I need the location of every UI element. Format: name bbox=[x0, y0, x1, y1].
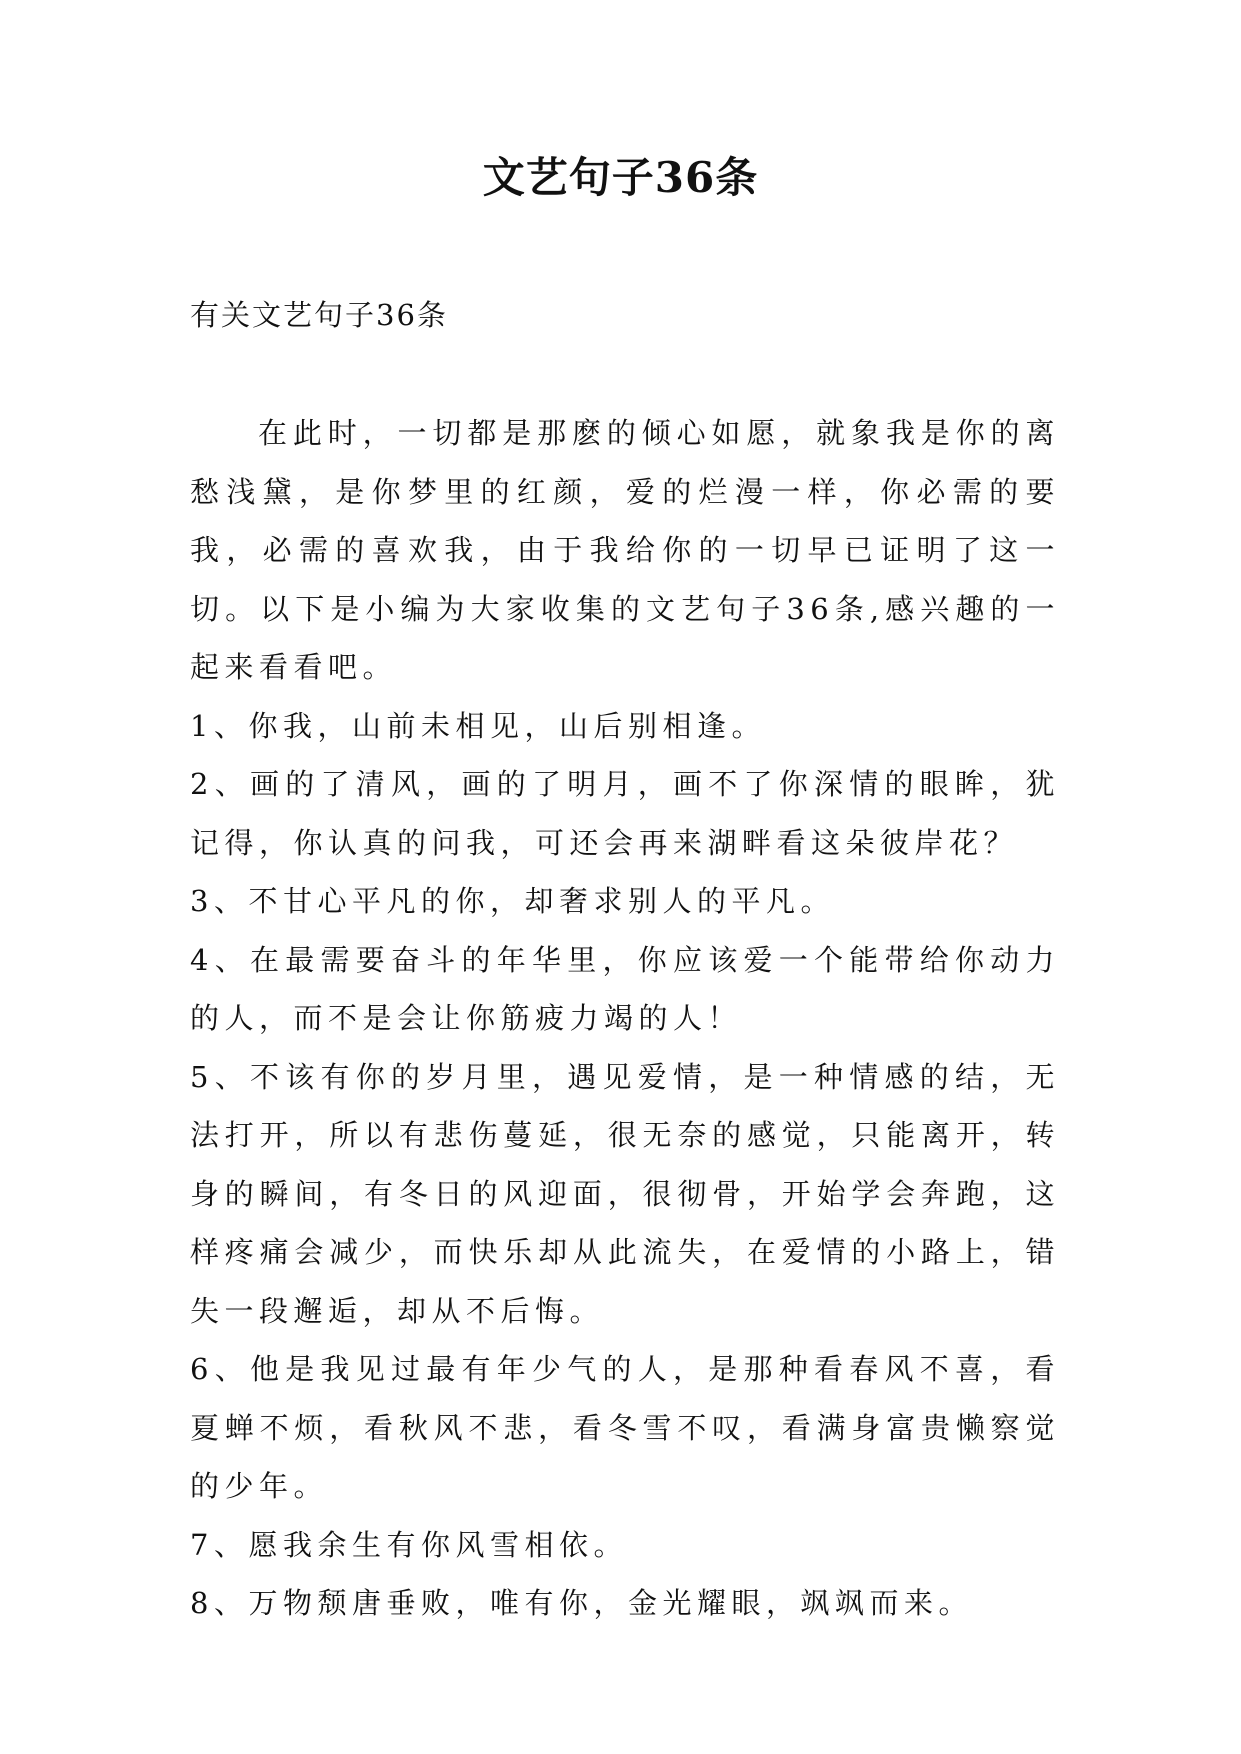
list-item: 2、画的了清风，画的了明月，画不了你深情的眼眸，犹记得，你认真的问我，可还会再来湖畔看这朵彼岸花？ bbox=[190, 767, 1060, 860]
list-item: 3、不甘心平凡的你，却奢求别人的平凡。 bbox=[190, 884, 835, 918]
list-item: 5、不该有你的岁月里，遇见爱情，是一种情感的结，无法打开，所以有悲伤蔓延，很无奈的感觉，只能离开，转身的瞬间，有冬日的风迎面，很彻骨，开始学会奔跑，这样疼痛会减少，而快乐却从此流失，在爱情的小路上，错失一段邂逅，却从不后悔。 bbox=[190, 1059, 1060, 1328]
list-item: 8、万物颓唐垂败，唯有你，金光耀眼，飒飒而来。 bbox=[190, 1586, 973, 1620]
list-item: 6、他是我见过最有年少气的人，是那种看春风不喜，看夏蝉不烦，看秋风不悲，看冬雪不叹，看满身富贵懒察觉的少年。 bbox=[190, 1352, 1060, 1503]
intro-paragraph: 在此时，一切都是那麽的倾心如愿，就象我是你的离愁浅黛，是你梦里的红颜，爱的烂漫一样，你必需的要我，必需的喜欢我，由于我给你的一切早已证明了这一切。以下是小编为大家收集的文艺句子36条,感兴趣的一起来看看吧。 bbox=[190, 416, 1060, 684]
list-item: 7、愿我余生有你风雪相依。 bbox=[190, 1527, 628, 1562]
list-item: 4、在最需要奋斗的年华里，你应该爱一个能带给你动力的人，而不是会让你筋疲力竭的人！ bbox=[190, 942, 1060, 1035]
document-body bbox=[190, 404, 1060, 1633]
document-subtitle: 有关文艺句子36条 bbox=[190, 298, 448, 332]
list-item: 1、你我，山前未相见，山后别相逢。 bbox=[190, 708, 766, 743]
document-title: 文艺句子36条 bbox=[482, 153, 759, 202]
